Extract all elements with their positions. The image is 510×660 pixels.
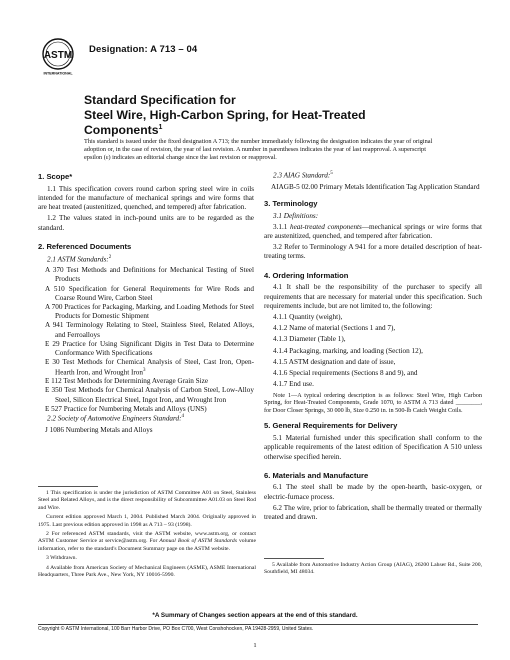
definition-heat-treated: 3.1.1 heat-treated components—mechanical springs or wire forms that are austenitized, quenched, and tempered after fabrication. (264, 222, 482, 240)
footnote-3: 3 Withdrawn. (46, 555, 77, 562)
footnotes-right (264, 558, 482, 577)
ref-item: AIAGB-5 02.00 Primary Metals Identification Tag Application Standard (271, 182, 480, 191)
ref-item: E 350 Test Methods for Chemical Analysis of Carbon Steel, Low-Alloy Steel, Silicon Electrical Steel, Ingot Iron, and Wrought Iron (45, 386, 254, 404)
right-column (264, 171, 482, 524)
scope-p2: 1.2 The values stated in inch-pound units are to be regarded as the standard. (38, 214, 254, 232)
page-title (84, 93, 414, 138)
page-number: 1 (253, 642, 257, 649)
title-line-2: Steel Wire, High-Carbon Spring, for Heat-Treated (84, 107, 366, 122)
copyright-line: Copyright © ASTM International, 100 Barr Harbor Drive, PO Box C700, West Conshohocken, PA 19428-2959, United States. (38, 624, 478, 632)
ref-item: E 30 Test Methods for Chemical Analysis of Steel, Cast Iron, Open-Hearth Iron, and Wrought Iron$^3$ (45, 358, 254, 376)
standard-note: This standard is issued under the fixed designation A 713; the number immediately following the designation indicates the year of original adoption or, in the case of revision, the year of last revision. A number in parentheses indicates the year of last reapproval. A superscript epsilon (ε) indicates an editorial change since the last revision or reapproval. (84, 138, 433, 162)
ordering-item: 4.1.2 Name of material (Sections 1 and 7), (273, 324, 396, 333)
ref-item: A 941 Terminology Relating to Steel, Stainless Steel, Related Alloys, and Ferroalloys (45, 321, 254, 339)
title-footnote-mark: 1 (158, 123, 163, 131)
footnote-1b: Current edition approved March 1, 2004. Published March 2004. Originally approved in 1975. Last previous edition approved in 1998 as A 713 – 93 (1998). (38, 514, 256, 528)
aiag-standard-label: 2.3 AIAG Standard:$^5$ (273, 171, 333, 180)
footnote-4: 4 Available from American Society of Mechanical Engineers (ASME), ASME International Headquarters, Three Park Ave., New York, NY 10016-5990. (38, 564, 256, 579)
ref-item: E 112 Test Methods for Determining Average Grain Size (45, 377, 209, 386)
footnote-2: 2 For referenced ASTM standards, visit the ASTM website, www.astm.org, or contact ASTM Customer Service at service@astm.org. For Annual Book of ASTM Standards volume information, refer to the standard's Document Summary page on the ASTM website. (38, 531, 257, 552)
title-line-1: Standard Specification for (84, 93, 236, 107)
ref-item: A 510 Specification for General Requirements for Wire Rods and Coarse Round Wire, Carbon Steel (45, 284, 254, 302)
ref-item: A 700 Practices for Packaging, Marking, and Loading Methods for Steel Products for Domestic Shipment (45, 303, 254, 321)
scope-p1: 1.1 This specification covers round carbon spring steel wire in coils intended for the manufacture of mechanical springs and wire forms that are heat treated (austenitized, quenched, and tempered) after fabrication. (38, 184, 254, 212)
ordering-item: 4.1.6 Special requirements (Sections 8 and 9), and (273, 369, 418, 378)
ordering-item: 4.1.7 End use. (273, 380, 314, 389)
definitions-label: 3.1 Definitions: (273, 211, 319, 220)
section-referenced-heading: 2. Referenced Documents (38, 241, 132, 251)
footnote-1: 1 This specification is under the jurisdiction of ASTM Committee A01 on Steel, Stainless Steel and Related Alloys, and is the direct responsibility of Subcommittee A01.03 on Steel Rod and Wire. (38, 490, 256, 511)
materials-p1: 6.1 The steel shall be made by the open-hearth, basic-oxygen, or electric-furnace process. (264, 483, 482, 501)
section-scope-heading: 1. Scope* (38, 172, 73, 181)
general-p1: 5.1 Material furnished under this specification shall conform to the applicable requirements of the latest edition of Specification A 510 unless otherwise specified herein. (264, 434, 482, 461)
footnotes (38, 486, 256, 581)
title-line-3: Components$^1$ (84, 122, 163, 137)
sae-standard-label: 2.2 Society of Automotive Engineers Standard:$^4$ (47, 414, 185, 423)
astm-standards-label: 2.1 ASTM Standards:$^2$ (47, 254, 112, 263)
ordering-item: 4.1.5 ASTM designation and date of issue, (273, 357, 396, 366)
designation: Designation: A 713 – 04 (89, 44, 198, 55)
ordering-item: 4.1.1 Quantity (weight), (273, 313, 343, 322)
ordering-p1: 4.1 It shall be the responsibility of the purchaser to specify all requirements that are necessary for material under this specification. Such requirements include, but are not limited to, the following: (264, 283, 482, 310)
ref-item: J 1086 Numbering Metals and Alloys (45, 425, 153, 434)
svg-text:ASTM: ASTM (43, 50, 73, 61)
ref-item: A 370 Test Methods and Definitions for Mechanical Testing of Steel Products (45, 266, 254, 284)
ref-item: E 29 Practice for Using Significant Digits in Test Data to Determine Conformance With Specifications (45, 339, 254, 358)
summary-of-changes-note: *A Summary of Changes section appears at the end of this standard. (152, 612, 358, 619)
footnote-rule (264, 558, 324, 559)
ordering-note: Note 1—A typical ordering description is as follows: Steel Wire, High Carbon Spring, for Heat-Treated Components, Grade 1070, to ASTM A 713 dated ________, for Door Closer Springs, 30 000 lb, Size 0.250 in. in 500-lb Catch Weight Coils. (264, 391, 482, 415)
section-terminology-heading: 3. Terminology (264, 198, 318, 208)
astm-logo (38, 37, 78, 77)
svg-text:INTERNATIONAL: INTERNATIONAL (43, 71, 73, 76)
left-column (38, 172, 254, 435)
section-ordering-heading: 4. Ordering Information (264, 270, 349, 280)
section-materials-heading: 6. Materials and Manufacture (264, 470, 369, 480)
ordering-item: 4.1.4 Packaging, marking, and loading (Section 12), (273, 346, 423, 355)
ordering-item: 4.1.3 Diameter (Table 1), (273, 335, 346, 344)
materials-p2: 6.2 The wire, prior to fabrication, shall be thermally treated or thermally treated and drawn. (264, 503, 482, 522)
terminology-p2: 3.2 Refer to Terminology A 941 for a more detailed description of heat-treating terms. (264, 243, 482, 261)
section-general-heading: 5. General Requirements for Delivery (264, 421, 398, 431)
footnote-rule (38, 486, 98, 487)
footnote-5: 5 Available from Automotive Industry Action Group (AIAG), 26200 Lahser Rd., Suite 200, Southfield, MI 48034. (264, 562, 482, 576)
ref-item: E 527 Practice for Numbering Metals and Alloys (UNS) (45, 404, 207, 413)
